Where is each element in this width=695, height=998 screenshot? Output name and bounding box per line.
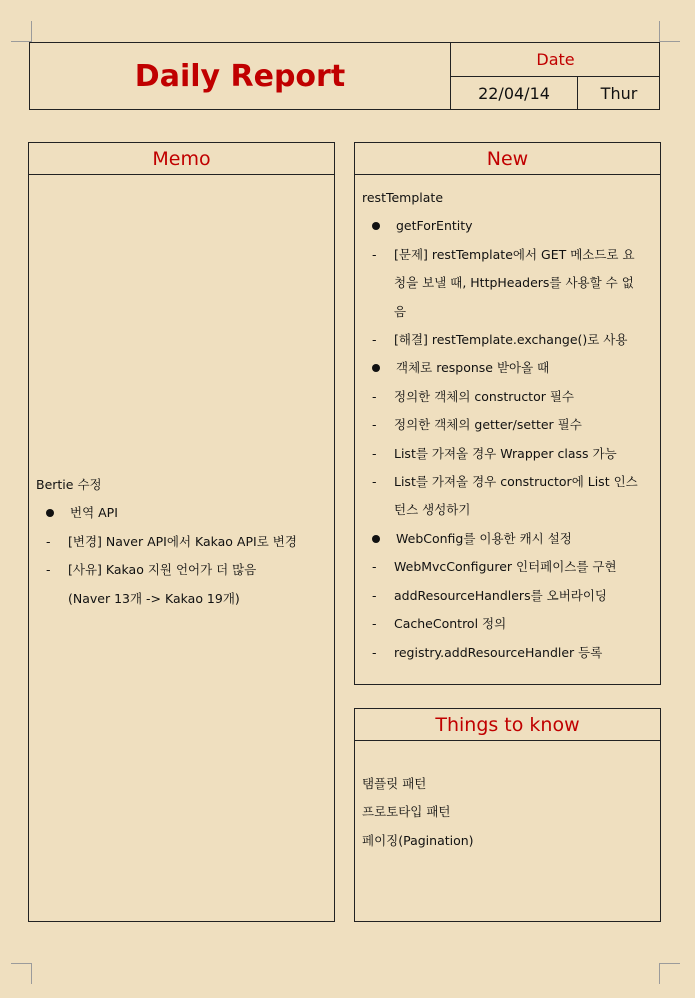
new-dash-item: - [해결] restTemplate.exchange()로 사용 — [362, 326, 654, 354]
new-body — [355, 175, 660, 667]
corner-mark-top-right — [659, 21, 680, 42]
corner-mark-bottom-left — [11, 963, 32, 984]
new-dash-item: - 정의한 객체의 constructor 필수 — [362, 383, 654, 411]
date-label: Date — [451, 43, 660, 77]
day-value: Thur — [600, 83, 638, 103]
date-section — [450, 43, 660, 109]
new-bullet-item: getForEntity — [362, 212, 654, 240]
page-title: Daily Report — [134, 58, 346, 94]
corner-mark-bottom-right — [659, 963, 680, 984]
memo-continuation: (Naver 13개 -> Kakao 19개) — [68, 590, 240, 606]
things-to-know-item: 페이징(Pagination) — [362, 832, 474, 848]
new-dash-item: - List를 가져올 경우 constructor에 List 인스 — [362, 468, 654, 496]
new-bullet-item: WebConfig를 이용한 캐시 설정 — [362, 525, 654, 553]
new-dash-item: - List를 가져올 경우 Wrapper class 가능 — [362, 440, 654, 468]
memo-dash-item: - [사유] Kakao 지원 언어가 더 많음 — [36, 556, 328, 584]
things-to-know-body — [355, 741, 660, 855]
things-to-know-item: 프로토타입 패턴 — [362, 804, 451, 820]
new-dash-item: - [문제] restTemplate에서 GET 메소드로 요 — [362, 241, 654, 269]
memo-bullet-item: 번역 API — [36, 499, 328, 527]
things-to-know-item: 탬플릿 패턴 — [362, 776, 427, 791]
date-value: 22/04/14 — [451, 77, 578, 109]
new-panel — [354, 142, 661, 685]
new-continuation: 턴스 생성하기 — [394, 502, 471, 518]
report-header — [29, 42, 660, 110]
new-dash-item: - 정의한 객체의 getter/setter 필수 — [362, 411, 654, 439]
new-dash-item: - WebMvcConfigurer 인터페이스를 구현 — [362, 553, 654, 581]
memo-dash-item: - [변경] Naver API에서 Kakao API로 변경 — [36, 528, 328, 556]
new-dash-item: - addResourceHandlers를 오버라이딩 — [362, 582, 654, 610]
things-to-know-panel — [354, 708, 661, 922]
memo-topic: Bertie 수정 — [36, 477, 102, 492]
new-dash-item: - CacheControl 정의 — [362, 610, 654, 638]
new-dash-item: - registry.addResourceHandler 등록 — [362, 639, 654, 667]
new-continuation: 청을 보낼 때, HttpHeaders를 사용할 수 없 — [394, 275, 634, 291]
new-continuation: 음 — [394, 303, 407, 319]
memo-panel — [28, 142, 335, 922]
memo-body — [36, 471, 328, 613]
new-heading: New — [355, 143, 660, 175]
corner-mark-top-left — [11, 21, 32, 42]
new-topic: restTemplate — [362, 190, 444, 205]
things-to-know-heading: Things to know — [355, 709, 660, 741]
memo-heading: Memo — [29, 143, 334, 175]
new-bullet-item: 객체로 response 받아올 때 — [362, 354, 654, 382]
